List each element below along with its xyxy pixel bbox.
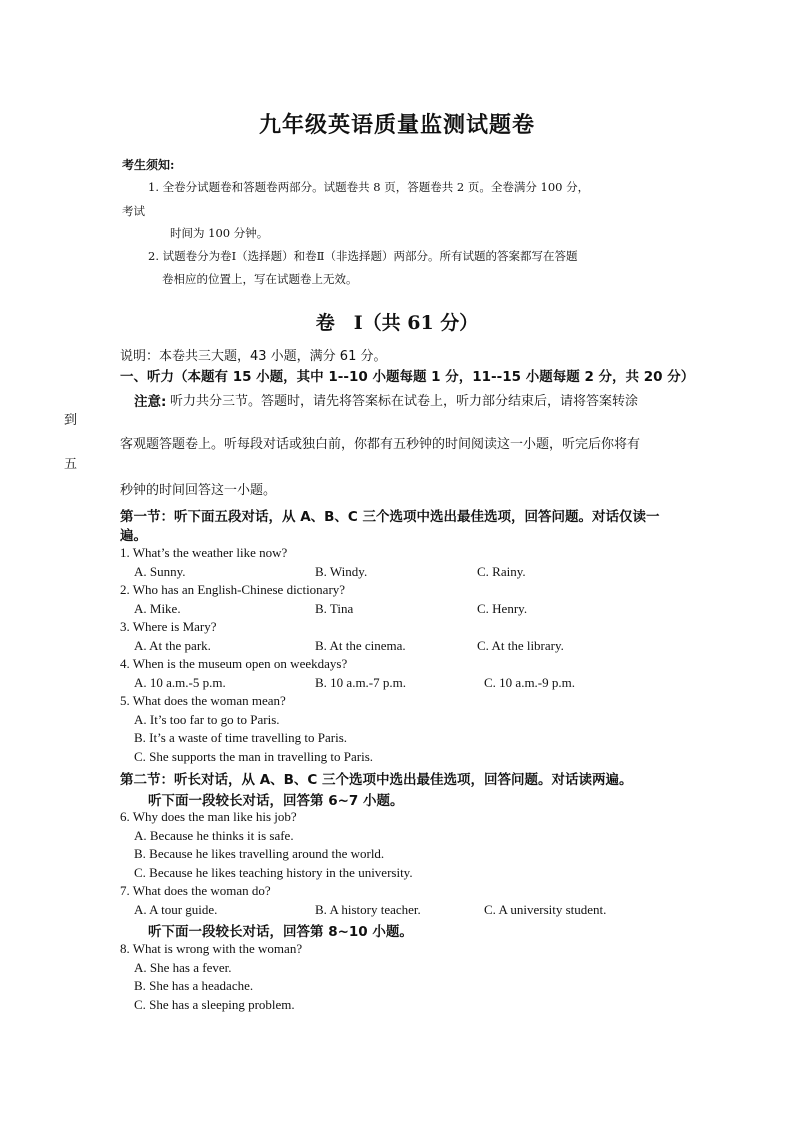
question-stem: 1. What’s the weather like now? [120, 545, 288, 560]
intro-text: 说明：本卷共三大题，43 小题，满分 61 分。 [120, 349, 387, 364]
option-a: A. Because he thinks it is safe. [134, 828, 294, 843]
option-a: A. A tour guide. [134, 902, 218, 917]
option-b: B. Tina [315, 601, 354, 616]
option-b: B. A history teacher. [315, 902, 421, 917]
question-stem: 7. What does the woman do? [120, 883, 271, 898]
option-c: C. Because he likes teaching history in the university. [134, 865, 413, 880]
notice-item-1-wrap: 考试 [122, 204, 145, 218]
option-a: A. Sunny. [134, 564, 186, 579]
section1-heading: 第一节：听下面五段对话，从 A、B、C 三个选项中选出最佳选项，回答问题。对话仅读一 [120, 509, 660, 525]
option-b: B. At the cinema. [315, 638, 406, 653]
notice-item-2: 2. 试题卷分为卷Ⅰ（选择题）和卷Ⅱ（非选择题）两部分。所有试题的答案都写在答题 [148, 249, 578, 263]
option-b: B. Because he likes travelling around the world. [134, 846, 385, 861]
page-title: 九年级英语质量监测试题卷 [258, 112, 535, 138]
notice-item-2-cont: 卷相应的位置上，写在试题卷上无效。 [162, 272, 358, 286]
option-c: C. She supports the man in travelling to Paris. [134, 749, 374, 764]
option-c: C. A university student. [484, 902, 607, 917]
question-stem: 3. Where is Mary? [120, 619, 217, 634]
option-a: A. 10 a.m.-5 p.m. [134, 675, 226, 690]
question-stem: 4. When is the museum open on weekdays? [120, 656, 348, 671]
section2-sub-1: 听下面一段较长对话，回答第 6~7 小题。 [148, 793, 404, 809]
note-line-3: 秒钟的时间回答这一小题。 [120, 483, 277, 498]
option-c: C. Rainy. [477, 564, 526, 579]
option-b: B. Windy. [315, 564, 368, 579]
question-stem: 2. Who has an English-Chinese dictionary? [120, 582, 346, 597]
section1-heading-cont: 遍。 [120, 528, 147, 544]
option-a: A. It’s too far to go to Paris. [134, 712, 280, 727]
option-a: A. Mike. [134, 601, 181, 616]
note-wrap-2: 五 [64, 457, 78, 472]
option-c: C. 10 a.m.-9 p.m. [484, 675, 575, 690]
notice-item-1-cont: 时间为 100 分钟。 [170, 226, 269, 240]
question-stem: 8. What is wrong with the woman? [120, 941, 303, 956]
option-a: A. She has a fever. [134, 960, 232, 975]
part1-heading: 一、听力（本题有 15 小题，其中 1--10 小题每题 1 分，11--15 小题每题 2 分，共 20 分） [120, 369, 695, 385]
section2-sub-2: 听下面一段较长对话，回答第 8~10 小题。 [148, 924, 413, 940]
section2-heading: 第二节：听长对话，从 A、B、C 三个选项中选出最佳选项，回答问题。对话读两遍。 [120, 772, 633, 788]
option-a: A. At the park. [134, 638, 211, 653]
volume-title: 卷 Ⅰ（共 61 分） [315, 312, 479, 334]
notice-item-1: 1. 全卷分试题卷和答题卷两部分。试题卷共 8 页，答题卷共 2 页。全卷满分 100 分， [148, 180, 590, 194]
option-b: B. It’s a waste of time travelling to Paris. [134, 730, 348, 745]
option-b: B. 10 a.m.-7 p.m. [315, 675, 406, 690]
option-c: C. Henry. [477, 601, 528, 616]
question-stem: 5. What does the woman mean? [120, 693, 286, 708]
option-c: C. At the library. [477, 638, 564, 653]
note-line-2: 客观题答题卷上。听每段对话或独白前，你都有五秒钟的时间阅读这一小题，听完后你将有 [120, 437, 641, 452]
note-wrap-1: 到 [64, 413, 78, 428]
note-line-1: 听力共分三节。答题时，请先将答案标在试卷上，听力部分结束后，请将答案转涂 [170, 394, 639, 409]
option-b: B. She has a headache. [134, 978, 254, 993]
notice-heading: 考生须知: [122, 158, 175, 172]
note-label: 注意: [134, 394, 167, 410]
option-c: C. She has a sleeping problem. [134, 997, 295, 1012]
question-stem: 6. Why does the man like his job? [120, 809, 297, 824]
